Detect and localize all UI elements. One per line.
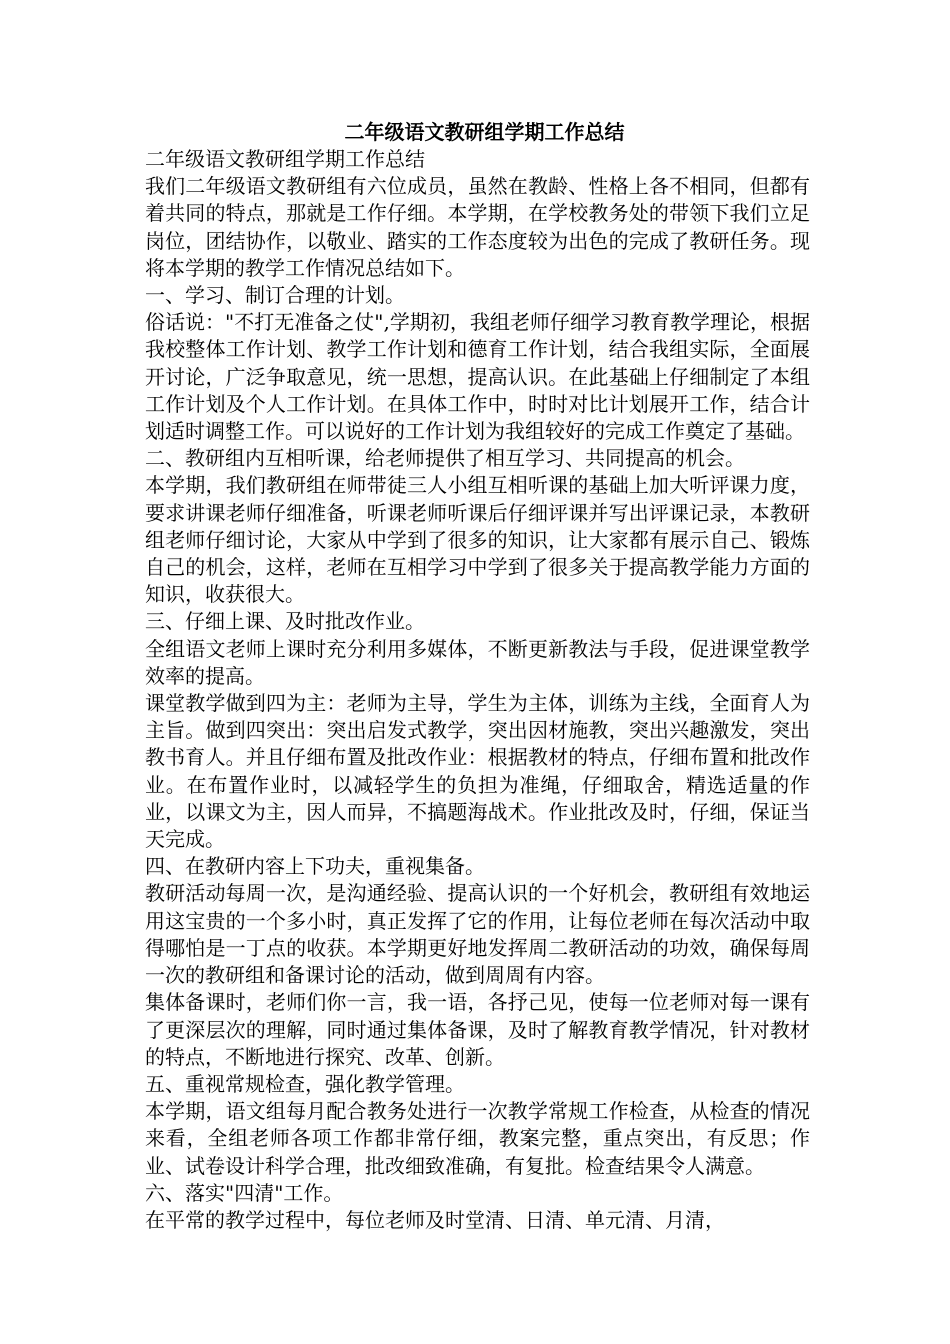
paragraph: 俗话说："不打无准备之仗",学期初，我组老师仔细学习教育教学理论，根据我校整体工作计划、教学工作计划和德育工作计划，结合我组实际，全面展开讨论，广泛争取意见，统一思想，提高认识。在此基础上仔细制定了本组工作计划及个人工作计划。在具体工作中，时时对比计划展开工作，结合计划适时调整工作。可以说好的工作计划为我组较好的完成工作奠定了基础。	[145, 310, 810, 444]
document-title: 二年级语文教研组学期工作总结	[344, 120, 625, 144]
section-heading-3: 三、仔细上课、及时批改作业。	[145, 609, 425, 634]
paragraph: 教研活动每周一次，是沟通经验、提高认识的一个好机会，教研组有效地运用这宝贵的一个多小时，真正发挥了它的作用，让每位老师在每次活动中取得哪怕是一丁点的收获。本学期更好地发挥周二教研活动的功效，确保每周一次的教研组和备课讨论的活动，做到周周有内容。	[145, 881, 810, 988]
section-heading-4: 四、在教研内容上下功夫，重视集备。	[145, 854, 485, 879]
document-body	[145, 146, 810, 1234]
section-heading-5: 五、重视常规检查，强化教学管理。	[145, 1071, 465, 1096]
section-heading-6: 六、落实"四清"工作。	[145, 1180, 344, 1205]
paragraph: 在平常的教学过程中，每位老师及时堂清、日清、单元清、月清，	[145, 1207, 725, 1232]
paragraph: 本学期，语文组每月配合教务处进行一次教学常规工作检查，从检查的情况来看，全组老师各项工作都非常仔细，教案完整，重点突出，有反思；作业、试卷设计科学合理，批改细致准确，有复批。检查结果令人满意。	[145, 1099, 810, 1178]
paragraph-intro: 我们二年级语文教研组有六位成员，虽然在教龄、性格上各不相同，但都有着共同的特点，那就是工作仔细。本学期，在学校教务处的带领下我们立足岗位，团结协作，以敬业、踏实的工作态度较为出色的完成了教研任务。现将本学期的教学工作情况总结如下。	[145, 174, 810, 280]
paragraph-subtitle: 二年级语文教研组学期工作总结	[145, 147, 425, 171]
paragraph: 课堂教学做到四为主：老师为主导，学生为主体，训练为主线，全面育人为主旨。做到四突出：突出启发式教学，突出因材施教，突出兴趣激发，突出教书育人。并且仔细布置及批改作业：根据教材的特点，仔细布置和批改作业。在布置作业时，以减轻学生的负担为准绳，仔细取舍，精选适量的作业，以课文为主，因人而异，不搞题海战术。作业批改及时，仔细，保证当天完成。	[145, 691, 810, 852]
paragraph: 集体备课时，老师们你一言，我一语，各抒己见，使每一位老师对每一课有了更深层次的理解，同时通过集体备课，及时了解教育教学情况，针对教材的特点，不断地进行探究、改革、创新。	[145, 990, 810, 1069]
paragraph: 本学期，我们教研组在师带徒三人小组互相听课的基础上加大听评课力度，要求讲课老师仔细准备，听课老师听课后仔细评课并写出评课记录，本教研组老师仔细讨论，大家从中学到了很多的知识，让大家都有展示自己、锻炼自己的机会，这样，老师在互相学习中学到了很多关于提高教学能力方面的知识，收获很大。	[145, 473, 810, 607]
section-heading-2: 二、教研组内互相听课，给老师提供了相互学习、共同提高的机会。	[145, 446, 745, 471]
paragraph: 全组语文老师上课时充分利用多媒体，不断更新教法与手段，促进课堂教学效率的提高。	[145, 636, 810, 688]
section-heading-1: 一、学习、制订合理的计划。	[145, 283, 405, 308]
